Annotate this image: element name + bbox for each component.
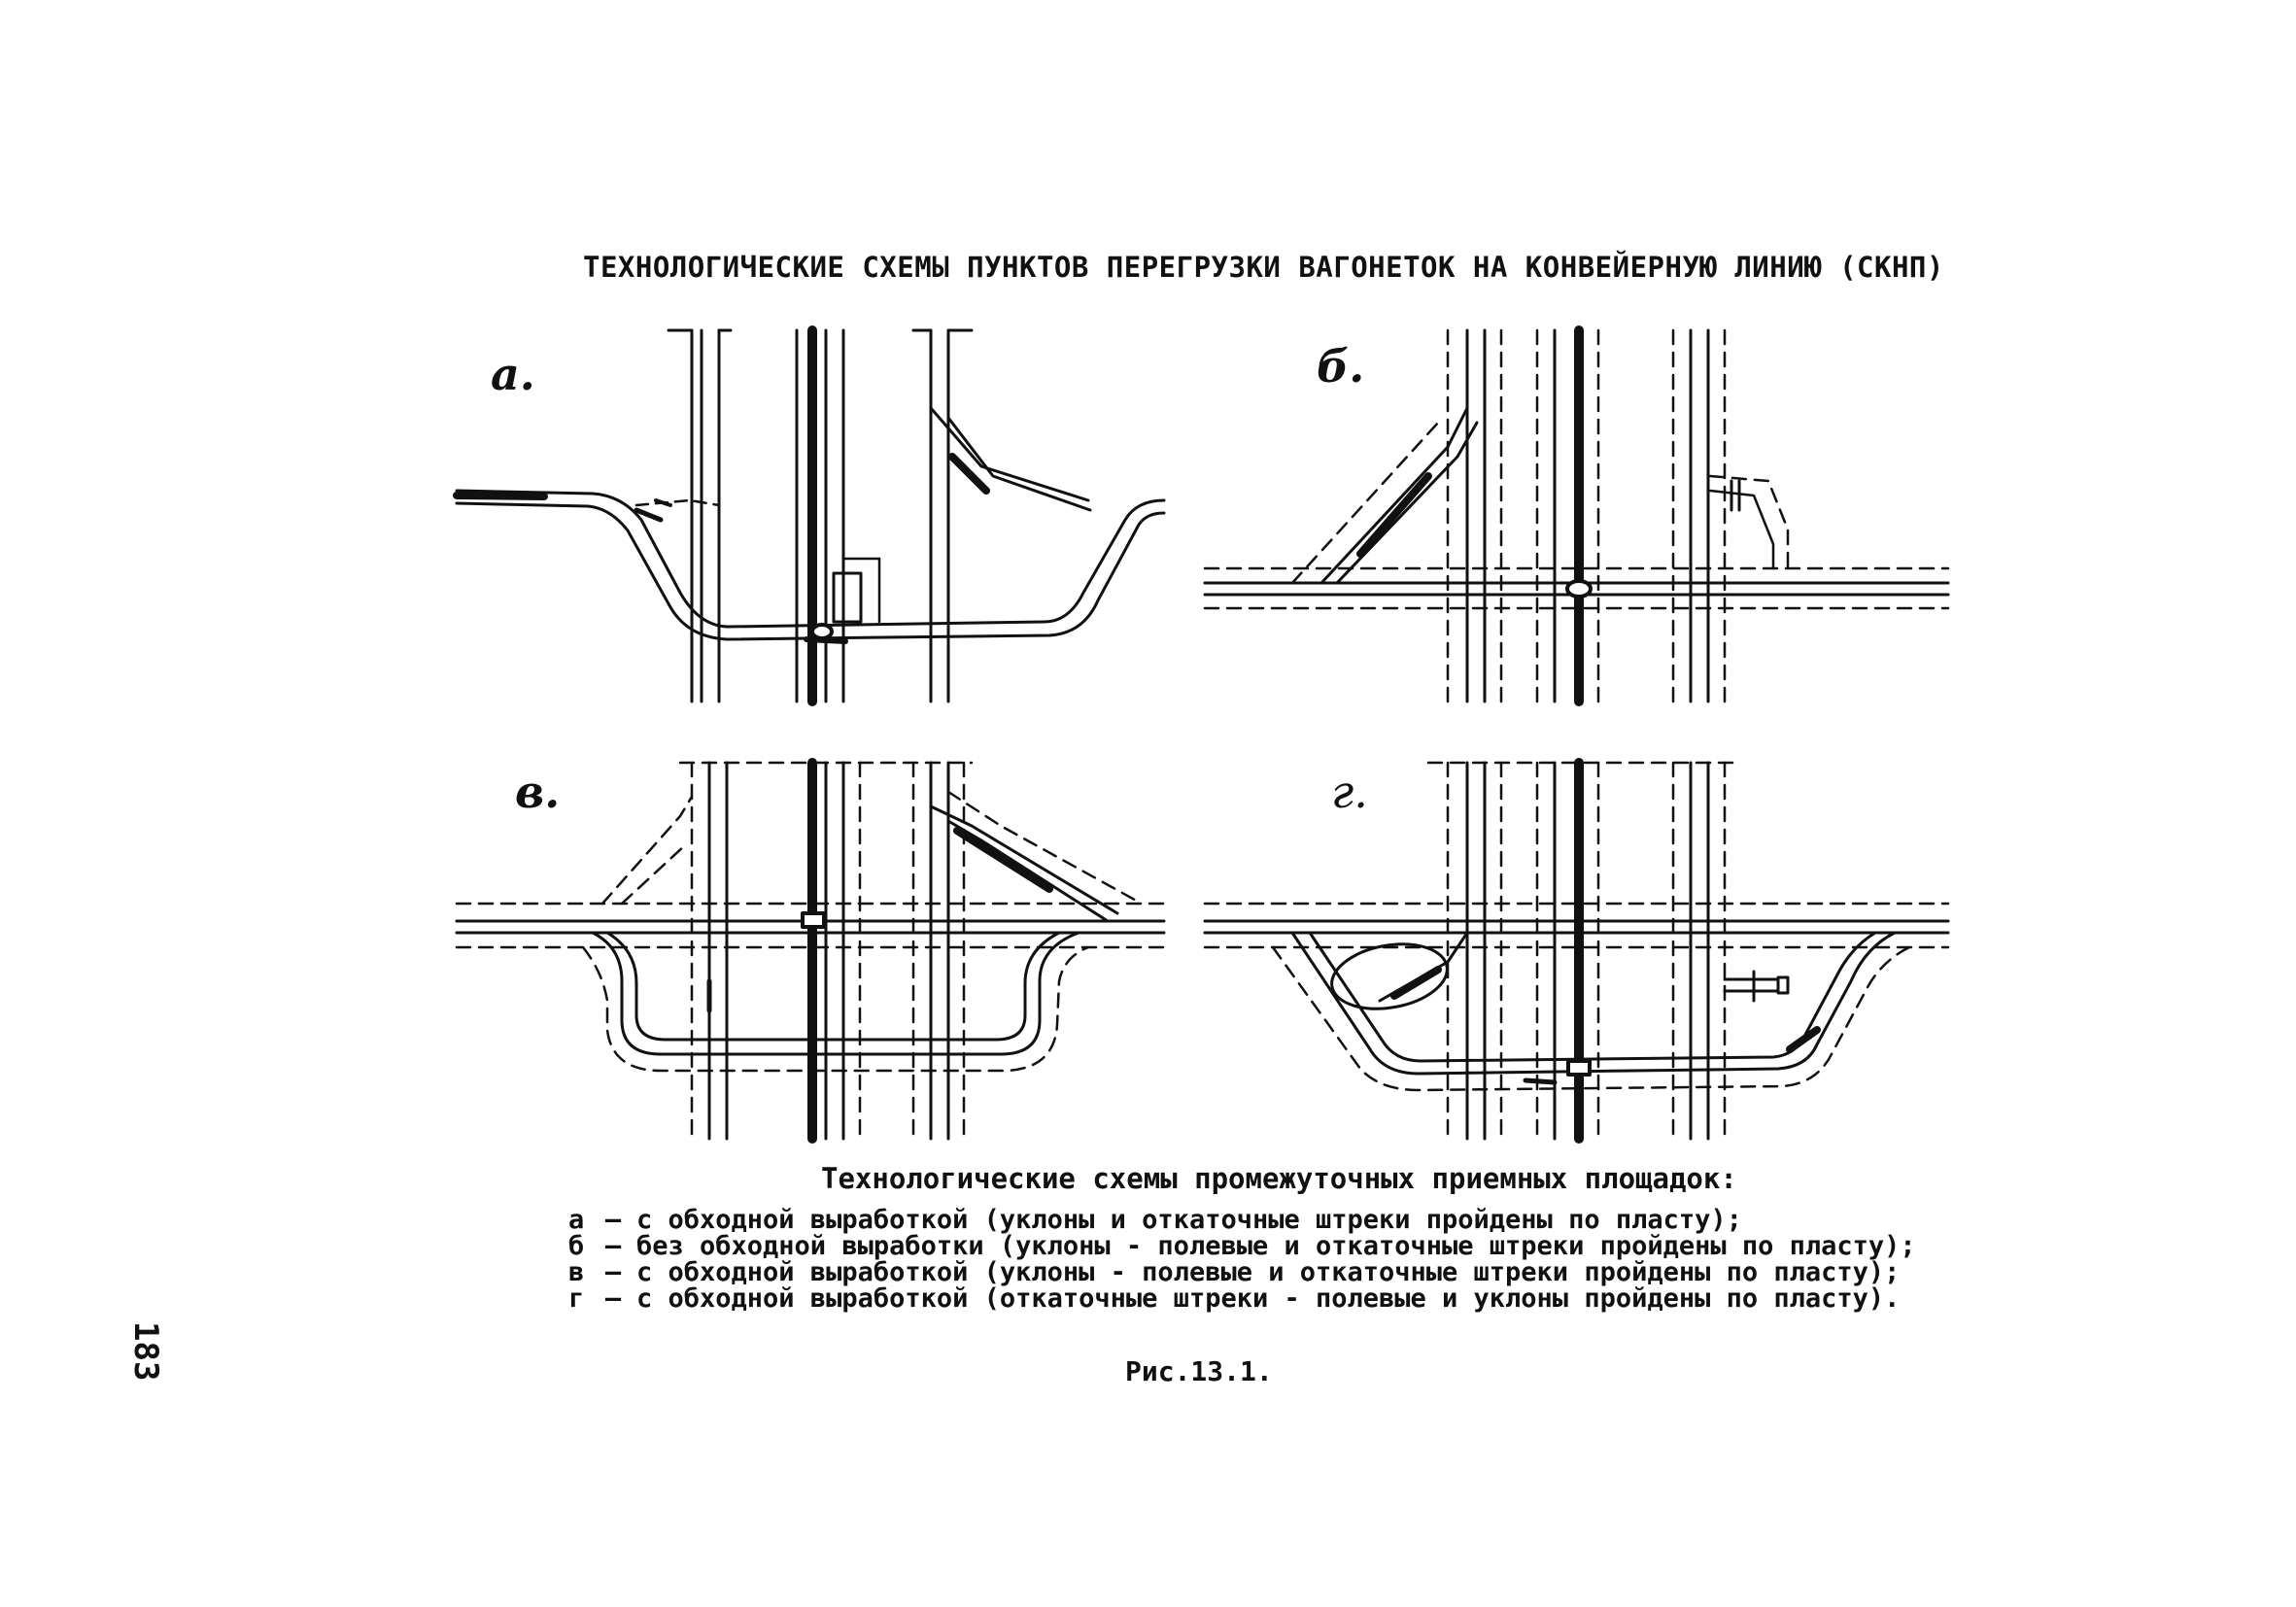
caption-heading: Технологические схемы промежуточных приемных площадок: (821, 1162, 1737, 1195)
panel-label-v: в. (515, 766, 561, 818)
legend-key: г (568, 1283, 585, 1314)
document-title: ТЕХНОЛОГИЧЕСКИЕ СХЕМЫ ПУНКТОВ ПЕРЕГРУЗКИ ВАГОНЕТОК НА КОНВЕЙЕРНУЮ ЛИНИЮ (СКНП) (583, 251, 1944, 284)
legend-item-v (568, 1259, 1916, 1285)
panel-label-b: б. (1317, 340, 1365, 393)
scheme-v-drawing (457, 763, 1164, 1139)
panel-label-g: г. (1331, 766, 1368, 818)
legend-dash: – (604, 1257, 622, 1287)
legend-item-a (568, 1207, 1916, 1233)
legend-text: без обходной выработки (уклоны - полевые и откаточные штреки пройдены по пласту); (636, 1231, 1916, 1261)
panel-label-a: а. (491, 348, 535, 400)
legend-dash: – (604, 1205, 622, 1235)
legend-key: в (568, 1257, 585, 1287)
legend-list (568, 1207, 1916, 1312)
legend-text: с обходной выработкой (уклоны и откаточные штреки пройдены по пласту); (636, 1205, 1742, 1235)
scheme-g-drawing (1205, 763, 1948, 1139)
legend-key: б (568, 1231, 585, 1261)
page-number: 183 (126, 1321, 165, 1382)
legend-text: с обходной выработкой (откаточные штреки - полевые и уклоны пройдены по пласту). (636, 1283, 1901, 1314)
legend-text: с обходной выработкой (уклоны - полевые и откаточные штреки пройдены по пласту); (636, 1257, 1901, 1287)
scheme-a-drawing (457, 330, 1164, 701)
legend-item-b (568, 1233, 1916, 1259)
figure-number: Рис.13.1. (1125, 1355, 1273, 1387)
legend-dash: – (604, 1283, 622, 1314)
legend-key: а (568, 1205, 585, 1235)
scheme-b-drawing (1205, 330, 1948, 701)
legend-dash: – (604, 1231, 622, 1261)
legend-item-g (568, 1285, 1916, 1312)
